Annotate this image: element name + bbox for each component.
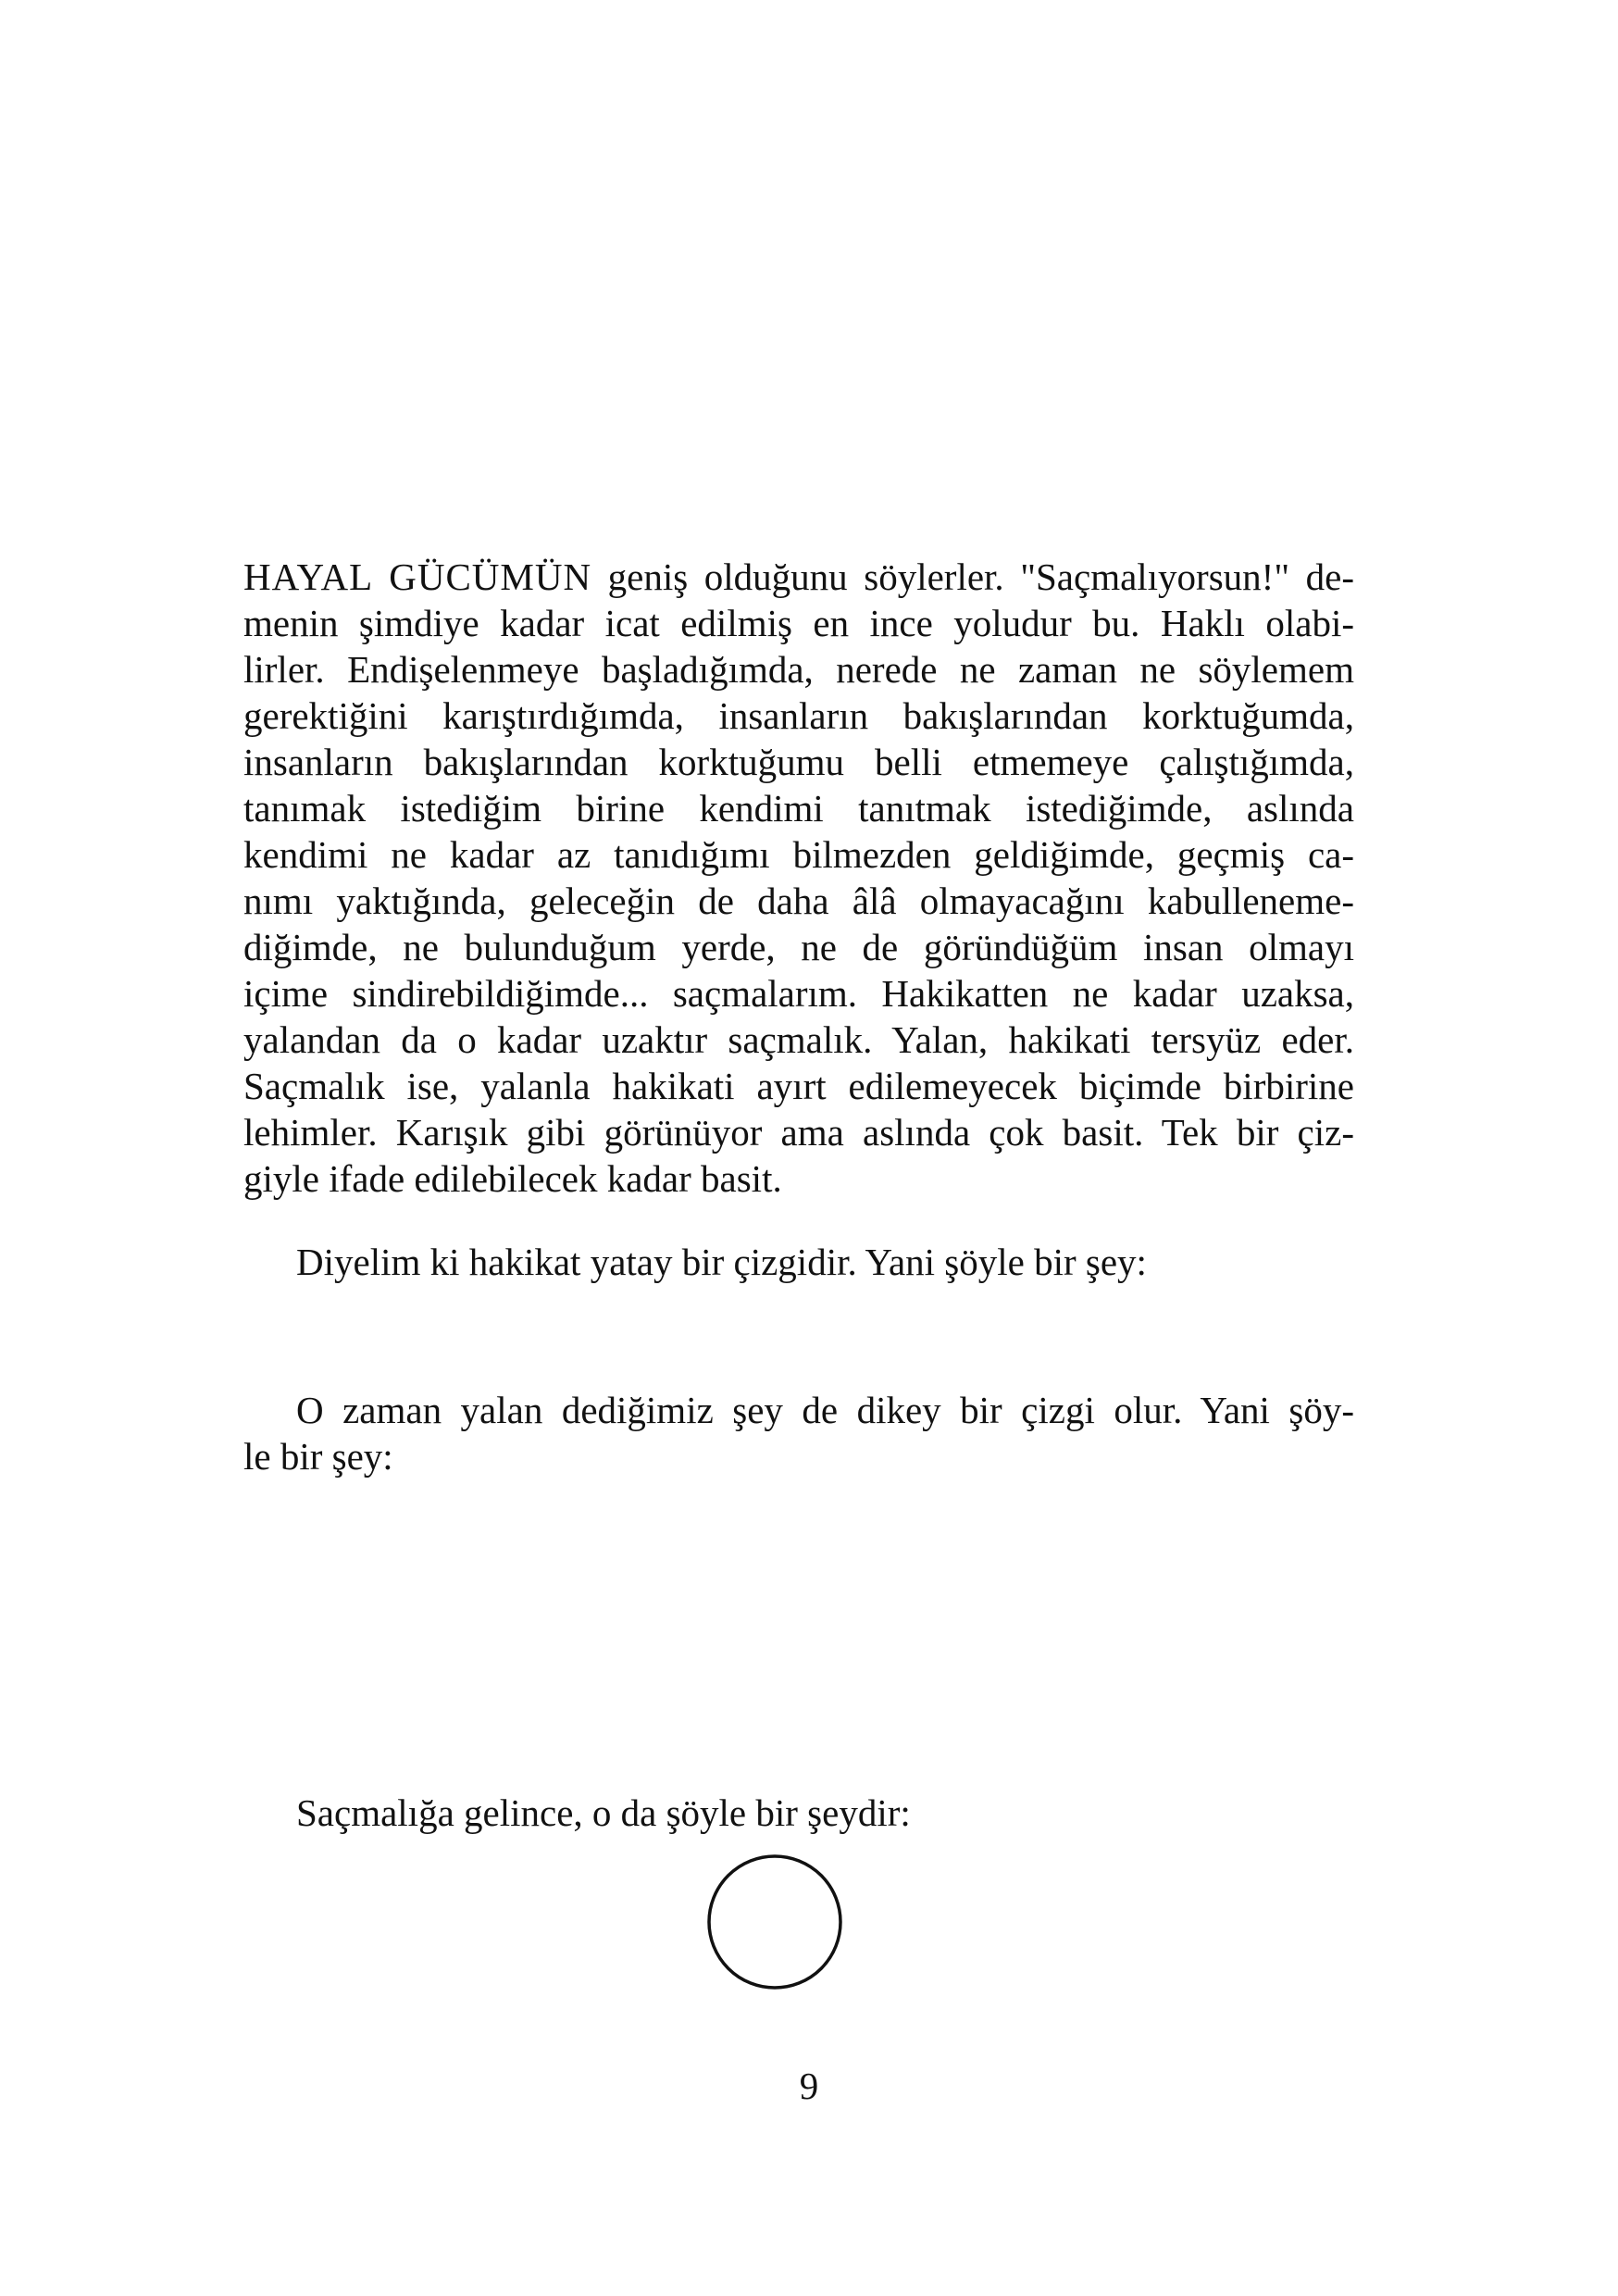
text-line: kendimi ne kadar az tanıdığımı bilmezden geldiğimde, geçmiş ca- bbox=[243, 833, 1354, 876]
chapter-lead-in: HAYAL GÜCÜMÜN bbox=[243, 555, 592, 598]
text-line: lirler. Endişelenmeye başladığımda, nerede ne zaman ne söylemem bbox=[243, 648, 1354, 691]
text-line: le bir şey: bbox=[243, 1435, 393, 1478]
text-line: lehimler. Karışık gibi görünüyor ama aslında çok basit. Tek bir çiz- bbox=[243, 1111, 1354, 1154]
text-line: içime sindirebildiğimde... saçmalarım. Hakikatten ne kadar uzaksa, bbox=[243, 972, 1354, 1015]
text-line: yalandan da o kadar uzaktır saçmalık. Yalan, hakikati tersyüz eder. bbox=[243, 1018, 1354, 1061]
page-number: 9 bbox=[799, 2065, 819, 2107]
text-line: diğimde, ne bulunduğum yerde, ne de göründüğüm insan olmayı bbox=[243, 926, 1354, 968]
text-line: insanların bakışlarından korktuğumu belli etmemeye çalıştığımda, bbox=[243, 741, 1354, 783]
text-line: giyle ifade edilebilecek kadar basit. bbox=[243, 1157, 782, 1200]
paragraph-hakikat: Diyelim ki hakikat yatay bir çizgidir. Yani şöyle bir şey: bbox=[296, 1241, 1147, 1283]
text-line: menin şimdiye kadar icat edilmiş en ince yoludur bu. Haklı olabi- bbox=[243, 602, 1354, 644]
text-line: Saçmalık ise, yalanla hakikati ayırt edilemeyecek biçimde birbirine bbox=[243, 1065, 1354, 1107]
text-line bbox=[243, 554, 1354, 600]
text-span: geniş olduğunu söylerler. "Saçmalıyorsun!" de- bbox=[591, 555, 1354, 598]
paragraph-sacmalik: Saçmalığa gelince, o da şöyle bir şeydir: bbox=[296, 1791, 911, 1834]
text-line: tanımak istediğim birine kendimi tanıtmak istediğimde, aslında bbox=[243, 787, 1354, 830]
text-line: gerektiğini karıştırdığımda, insanların bakışlarından korktuğumda, bbox=[243, 694, 1354, 737]
circle-figure bbox=[706, 1853, 843, 1990]
text-line: O zaman yalan dediğimiz şey de dikey bir çizgi olur. Yani şöy- bbox=[296, 1389, 1354, 1431]
text-line: nımı yaktığında, geleceğin de daha âlâ olmayacağını kabulleneme- bbox=[243, 880, 1354, 922]
